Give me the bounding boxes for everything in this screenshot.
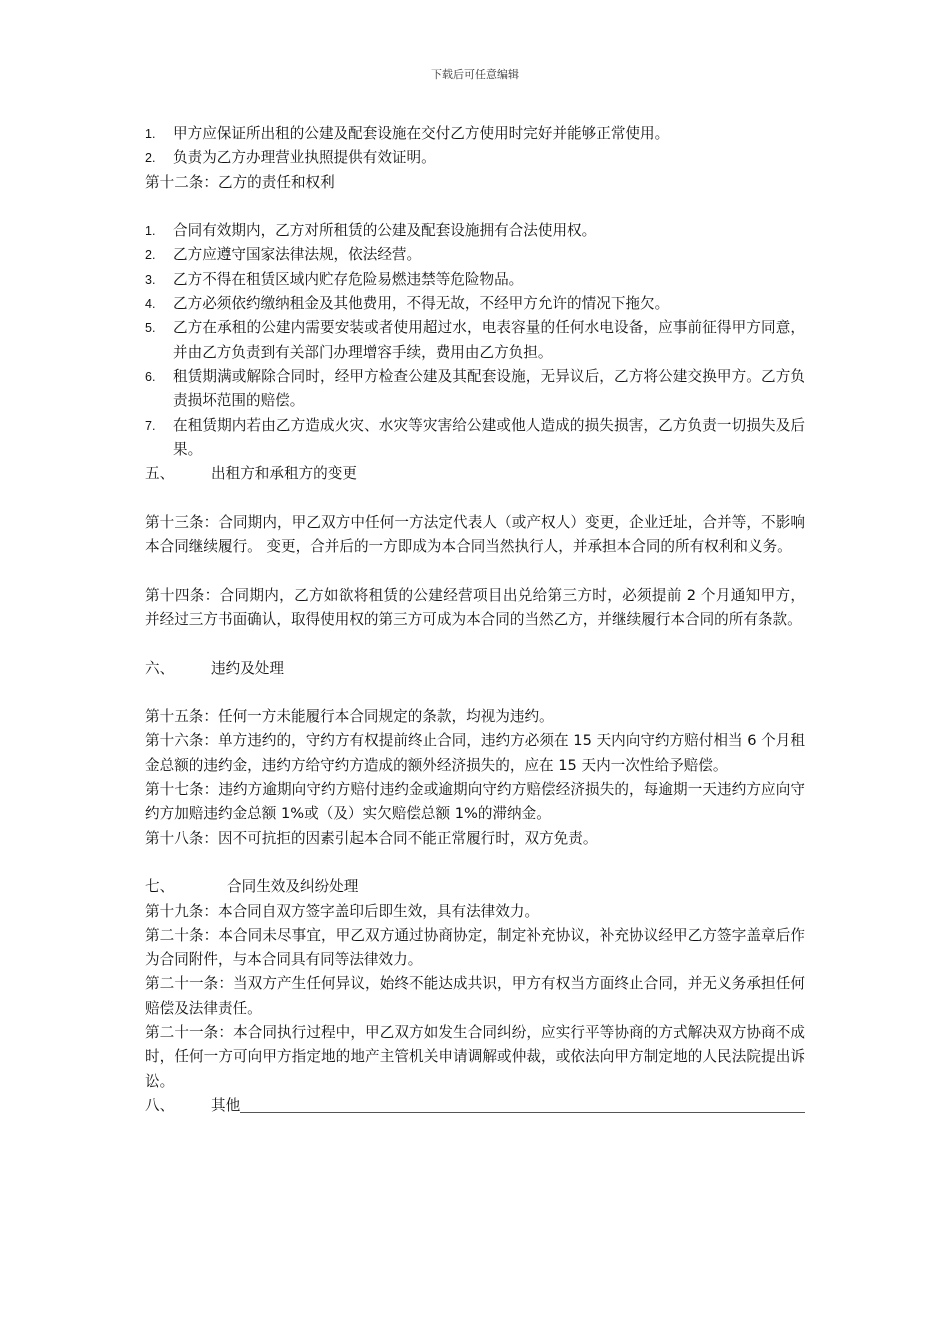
list-number: 1. [145,127,156,141]
list-item [145,365,805,414]
list-number: 2. [145,248,156,263]
list-text: 在租赁期内若由乙方造成火灾、水灾等灾害给公建或他人造成的损失损害，乙方负责一切损失及后果。 [173,416,805,458]
list-text: 乙方必须依约缴纳租金及其他费用，不得无故，不经甲方允许的情况下拖欠。 [173,295,670,313]
list-text: 乙方不得在租赁区域内贮存危险易燃违禁等危险物品。 [173,270,524,288]
list-item [145,268,805,292]
article-19: 第十九条：本合同自双方签字盖印后即生效，具有法律效力。 [145,902,540,920]
list-item [145,292,805,316]
section-number: 七、 [145,878,175,896]
list-text: 甲方应保证所出租的公建及配套设施在交付乙方使用时完好并能够正常使用。 [173,125,670,142]
list-number: 6. [145,369,156,384]
section-title: 其他 [211,1096,241,1114]
list-item [145,219,805,243]
list-number: 7. [145,418,156,433]
list-number: 5. [145,321,156,336]
list-number: 2. [145,151,156,166]
list-number: 4. [145,297,156,312]
article-12-heading: 第十二条：乙方的责任和权利 [145,173,335,191]
article-21b: 第二十一条：本合同执行过程中，甲乙双方如发生合同纠纷，应实行平等协商的方式解决双方协商不成时，任何一方可向甲方指定地的地产主管机关申请调解或仲裁，或依法向甲方制定地的人民法院提出诉讼。 [145,1023,805,1090]
list-text: 合同有效期内，乙方对所租赁的公建及配套设施拥有合法使用权。 [173,222,597,240]
list-item [145,414,805,463]
list-text: 乙方应遵守国家法律法规，依法经营。 [173,246,422,264]
section-title: 合同生效及纠纷处理 [227,878,359,896]
section-5-heading [145,462,805,486]
article-16: 第十六条：单方违约的，守约方有权提前终止合同，违约方必须在 15 天内向守约方赔付相当 6 个月租金总额的违约金，违约方给守约方造成的额外经济损失的，应在 15 天内一次性给予赔偿。 [145,732,805,774]
section-title: 出租方和承租方的变更 [211,465,357,483]
article-14: 第十四条：合同期内，乙方如欲将租赁的公建经营项目出兑给第三方时，必须提前 2 个月通知甲方，并经过三方书面确认，取得使用权的第三方可成为本合同的当然乙方，并继续履行本合同的所有条款。 [145,586,805,628]
article-21a: 第二十一条：当双方产生任何异议，始终不能达成共识，甲方有权当方面终止合同，并无义务承担任何赔偿及法律责任。 [145,975,805,1017]
document-body [145,122,805,1118]
list-number: 1. [145,224,156,239]
article-20: 第二十条：本合同未尽事宜，甲乙双方通过协商协定，制定补充协议，补充协议经甲乙方签字盖章后作为合同附件，与本合同具有同等法律效力。 [145,926,805,969]
article-18: 第十八条：因不可抗拒的因素引起本合同不能正常履行时，双方免责。 [145,829,598,847]
section-8-heading [145,1094,805,1118]
list-number: 3. [145,272,156,287]
list-item [145,122,805,146]
article-15: 第十五条：任何一方未能履行本合同规定的条款，均视为违约。 [145,708,554,726]
list-item [145,316,805,365]
section-number: 五、 [145,465,175,483]
list-text: 乙方在承租的公建内需要安装或者使用超过水，电表容量的任何水电设备，应事前征得甲方同意，并由乙方负责到有关部门办理增容手续，费用由乙方负担。 [173,319,805,361]
section-title: 违约及处理 [211,659,284,677]
list-item [145,146,805,170]
blank-fill-line [240,1094,805,1113]
section-7-heading [145,875,805,899]
article-17: 第十七条：违约方逾期向守约方赔付违约金或逾期向守约方赔偿经济损失的，每逾期一天违约方应向守约方加赔违约金总额 1%或（及）实欠赔偿总额 1%的滞纳金。 [145,781,805,823]
list-item [145,243,805,267]
article-13: 第十三条：合同期内，甲乙双方中任何一方法定代表人（或产权人）变更，企业迁址，合并等，不影响本合同继续履行。 变更，合并后的一方即成为本合同当然执行人，并承担本合同的所有权利和义务。 [145,513,805,556]
section-number: 六、 [145,659,175,677]
list-text: 租赁期满或解除合同时，经甲方检查公建及其配套设施，无异议后，乙方将公建交换甲方。乙方负责损坏范围的赔偿。 [173,367,805,410]
page-header: 下载后可任意编辑 [431,68,519,81]
section-6-heading [145,657,805,681]
list-text: 负责为乙方办理营业执照提供有效证明。 [173,149,436,167]
section-number: 八、 [145,1096,175,1114]
